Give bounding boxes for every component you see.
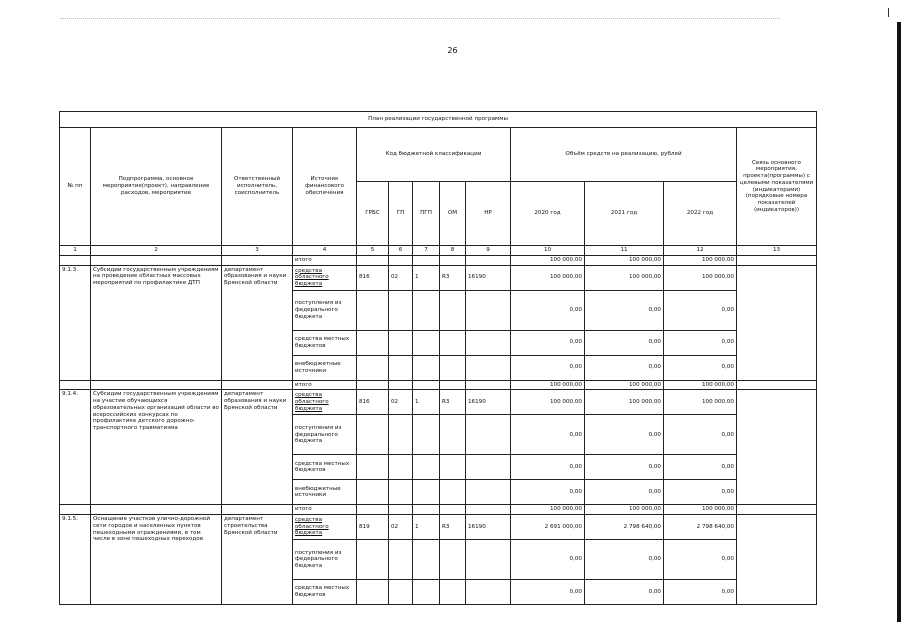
activity-name: Оснащение участков улично-дорожной сети городов и населенных пунктов пешеходными ограждениями, в том числе в зоне пешеходных переходов xyxy=(91,515,222,605)
responsible-executor: департамент строительства Брянской области xyxy=(222,515,293,605)
empty-cell xyxy=(222,505,293,515)
code-gp xyxy=(389,355,413,380)
column-number: 6 xyxy=(389,246,413,256)
code-om xyxy=(440,330,466,355)
indicator-link xyxy=(737,265,817,380)
empty-cell xyxy=(413,380,440,390)
header-2021: 2021 год xyxy=(585,182,664,246)
empty-cell xyxy=(357,256,389,266)
total-2022: 100 000,00 xyxy=(664,256,737,266)
empty-cell xyxy=(440,380,466,390)
indicator-link xyxy=(737,515,817,605)
funding-source: средства областного бюджета xyxy=(293,390,357,415)
code-nr xyxy=(466,540,511,580)
amount-2022: 0,00 xyxy=(664,290,737,330)
code-grbs xyxy=(357,330,389,355)
header-program: Подпрограмма, основное мероприятие(проект), направление расходов, мероприятие xyxy=(91,128,222,246)
code-grbs xyxy=(357,480,389,505)
amount-2021: 0,00 xyxy=(585,540,664,580)
code-nr xyxy=(466,480,511,505)
code-grbs: 816 xyxy=(357,390,389,415)
code-pgp: 1 xyxy=(413,515,440,540)
funding-source: средства местных бюджетов xyxy=(293,455,357,480)
code-nr xyxy=(466,580,511,605)
activity-name: Субсидии государственным учреждениям на участие обучающихся образовательных организаций области во всероссийских конкурсах по профилактике детского дорожно-транспортного травматизма xyxy=(91,390,222,505)
empty-cell xyxy=(440,256,466,266)
code-nr xyxy=(466,290,511,330)
amount-2021: 2 798 640,00 xyxy=(585,515,664,540)
funding-source: поступления из федерального бюджета xyxy=(293,540,357,580)
funding-source: поступления из федерального бюджета xyxy=(293,290,357,330)
column-number: 7 xyxy=(413,246,440,256)
code-gp: 02 xyxy=(389,265,413,290)
amount-2020: 0,00 xyxy=(511,480,585,505)
code-gp xyxy=(389,330,413,355)
amount-2022: 0,00 xyxy=(664,540,737,580)
row-number: 9.1.3. xyxy=(60,265,91,380)
empty-cell xyxy=(466,505,511,515)
header-grbs: ГРБС xyxy=(357,182,389,246)
amount-2020: 0,00 xyxy=(511,540,585,580)
column-number: 5 xyxy=(357,246,389,256)
amount-2020: 100 000,00 xyxy=(511,265,585,290)
code-om xyxy=(440,455,466,480)
column-number: 3 xyxy=(222,246,293,256)
amount-2021: 0,00 xyxy=(585,290,664,330)
total-2020: 100 000,00 xyxy=(511,505,585,515)
header-source: Источник финансового обеспечения xyxy=(293,128,357,246)
code-grbs: 819 xyxy=(357,515,389,540)
amount-2021: 100 000,00 xyxy=(585,265,664,290)
code-pgp xyxy=(413,290,440,330)
amount-2021: 0,00 xyxy=(585,580,664,605)
funding-source: поступления из федерального бюджета xyxy=(293,415,357,455)
column-number: 8 xyxy=(440,246,466,256)
empty-cell xyxy=(357,380,389,390)
header-amount: Объём средств на реализацию, рублей xyxy=(511,128,737,182)
amount-2021: 0,00 xyxy=(585,415,664,455)
row-number: 9.1.5. xyxy=(60,515,91,605)
code-grbs xyxy=(357,290,389,330)
code-om xyxy=(440,355,466,380)
total-2021: 100 000,00 xyxy=(585,380,664,390)
amount-2022: 2 798 640,00 xyxy=(664,515,737,540)
amount-2022: 0,00 xyxy=(664,355,737,380)
header-budget-code: Код бюджетной классификации xyxy=(357,128,511,182)
responsible-executor: департамент образования и науки Брянской области xyxy=(222,265,293,380)
code-grbs xyxy=(357,355,389,380)
table-row xyxy=(60,515,817,540)
column-number: 11 xyxy=(585,246,664,256)
table-row xyxy=(60,390,817,415)
empty-cell xyxy=(737,505,817,515)
amount-2021: 0,00 xyxy=(585,355,664,380)
column-number-row xyxy=(60,246,817,256)
empty-cell xyxy=(60,505,91,515)
column-number: 10 xyxy=(511,246,585,256)
amount-2020: 0,00 xyxy=(511,415,585,455)
code-gp xyxy=(389,580,413,605)
table-row-total xyxy=(60,380,817,390)
code-om: R3 xyxy=(440,265,466,290)
code-nr: 16190 xyxy=(466,265,511,290)
column-number: 2 xyxy=(91,246,222,256)
code-om xyxy=(440,415,466,455)
code-grbs: 816 xyxy=(357,265,389,290)
amount-2021: 0,00 xyxy=(585,480,664,505)
code-gp xyxy=(389,290,413,330)
header-gp: ГП xyxy=(389,182,413,246)
funding-source: средства местных бюджетов xyxy=(293,330,357,355)
code-nr xyxy=(466,455,511,480)
amount-2022: 0,00 xyxy=(664,580,737,605)
total-label: итого xyxy=(293,256,357,266)
amount-2021: 0,00 xyxy=(585,455,664,480)
code-om: R3 xyxy=(440,390,466,415)
amount-2022: 0,00 xyxy=(664,415,737,455)
empty-cell xyxy=(466,380,511,390)
header-num: № пп xyxy=(60,128,91,246)
amount-2020: 0,00 xyxy=(511,290,585,330)
empty-cell xyxy=(357,505,389,515)
table-body xyxy=(60,256,817,605)
code-grbs xyxy=(357,580,389,605)
empty-cell xyxy=(466,256,511,266)
empty-cell xyxy=(60,256,91,266)
column-number: 9 xyxy=(466,246,511,256)
header-link: Связь основного мероприятия, проекта(программы) с целевыми показателями (индикаторами) (порядковые номера показателей (индикаторов)) xyxy=(737,128,817,246)
total-2020: 100 000,00 xyxy=(511,256,585,266)
code-om xyxy=(440,580,466,605)
header-pgp: ПГП xyxy=(413,182,440,246)
empty-cell xyxy=(413,505,440,515)
funding-source: средства местных бюджетов xyxy=(293,580,357,605)
code-nr xyxy=(466,415,511,455)
page-edge-shadow xyxy=(897,22,901,622)
total-2022: 100 000,00 xyxy=(664,380,737,390)
funding-source: средства областного бюджета xyxy=(293,265,357,290)
total-label: итого xyxy=(293,505,357,515)
total-2020: 100 000,00 xyxy=(511,380,585,390)
code-gp xyxy=(389,455,413,480)
code-nr: 16190 xyxy=(466,390,511,415)
code-gp xyxy=(389,415,413,455)
empty-cell xyxy=(737,256,817,266)
code-gp: 02 xyxy=(389,515,413,540)
empty-cell xyxy=(60,380,91,390)
code-pgp xyxy=(413,415,440,455)
page-number: 26 xyxy=(447,46,458,55)
header-2020: 2020 год xyxy=(511,182,585,246)
table-row-total xyxy=(60,256,817,266)
empty-cell xyxy=(222,380,293,390)
scan-mark xyxy=(888,8,889,17)
amount-2020: 100 000,00 xyxy=(511,390,585,415)
table-header xyxy=(60,112,817,256)
code-grbs xyxy=(357,540,389,580)
code-pgp: 1 xyxy=(413,390,440,415)
table-caption: План реализации государственной программы xyxy=(60,112,817,128)
code-om xyxy=(440,290,466,330)
code-om: R3 xyxy=(440,515,466,540)
code-pgp xyxy=(413,355,440,380)
empty-cell xyxy=(440,505,466,515)
code-nr xyxy=(466,330,511,355)
empty-cell xyxy=(389,380,413,390)
header-2022: 2022 год xyxy=(664,182,737,246)
empty-cell xyxy=(91,256,222,266)
empty-cell xyxy=(91,505,222,515)
code-pgp xyxy=(413,540,440,580)
empty-cell xyxy=(91,380,222,390)
scan-artifact-line xyxy=(60,18,780,20)
total-2022: 100 000,00 xyxy=(664,505,737,515)
code-gp xyxy=(389,480,413,505)
table-row-total xyxy=(60,505,817,515)
funding-source: внебюджетные источники xyxy=(293,480,357,505)
code-om xyxy=(440,540,466,580)
code-gp xyxy=(389,540,413,580)
funding-source: внебюджетные источники xyxy=(293,355,357,380)
empty-cell xyxy=(389,505,413,515)
code-pgp xyxy=(413,480,440,505)
amount-2022: 100 000,00 xyxy=(664,265,737,290)
amount-2020: 2 691 000,00 xyxy=(511,515,585,540)
activity-name: Субсидии государственным учреждениям на проведение областных массовых мероприятий по профилактике ДТП xyxy=(91,265,222,380)
total-2021: 100 000,00 xyxy=(585,256,664,266)
empty-cell xyxy=(389,256,413,266)
header-responsible: Ответственный исполнитель, соисполнитель xyxy=(222,128,293,246)
total-label: итого xyxy=(293,380,357,390)
code-pgp: 1 xyxy=(413,265,440,290)
code-nr xyxy=(466,355,511,380)
indicator-link xyxy=(737,390,817,505)
amount-2022: 0,00 xyxy=(664,455,737,480)
column-number: 12 xyxy=(664,246,737,256)
column-number: 13 xyxy=(737,246,817,256)
code-grbs xyxy=(357,455,389,480)
code-gp: 02 xyxy=(389,390,413,415)
amount-2020: 0,00 xyxy=(511,330,585,355)
amount-2021: 0,00 xyxy=(585,330,664,355)
amount-2021: 100 000,00 xyxy=(585,390,664,415)
code-pgp xyxy=(413,455,440,480)
row-number: 9.1.4. xyxy=(60,390,91,505)
amount-2020: 0,00 xyxy=(511,580,585,605)
program-plan-table xyxy=(59,111,817,605)
amount-2022: 100 000,00 xyxy=(664,390,737,415)
column-number: 1 xyxy=(60,246,91,256)
amount-2022: 0,00 xyxy=(664,480,737,505)
header-nr: НР xyxy=(466,182,511,246)
code-pgp xyxy=(413,330,440,355)
empty-cell xyxy=(413,256,440,266)
empty-cell xyxy=(737,380,817,390)
amount-2022: 0,00 xyxy=(664,330,737,355)
funding-source: средства областного бюджета xyxy=(293,515,357,540)
code-nr: 16190 xyxy=(466,515,511,540)
table-row xyxy=(60,265,817,290)
code-pgp xyxy=(413,580,440,605)
column-number: 4 xyxy=(293,246,357,256)
empty-cell xyxy=(222,256,293,266)
header-om: ОМ xyxy=(440,182,466,246)
total-2021: 100 000,00 xyxy=(585,505,664,515)
code-om xyxy=(440,480,466,505)
code-grbs xyxy=(357,415,389,455)
amount-2020: 0,00 xyxy=(511,355,585,380)
responsible-executor: департамент образования и науки Брянской области xyxy=(222,390,293,505)
amount-2020: 0,00 xyxy=(511,455,585,480)
